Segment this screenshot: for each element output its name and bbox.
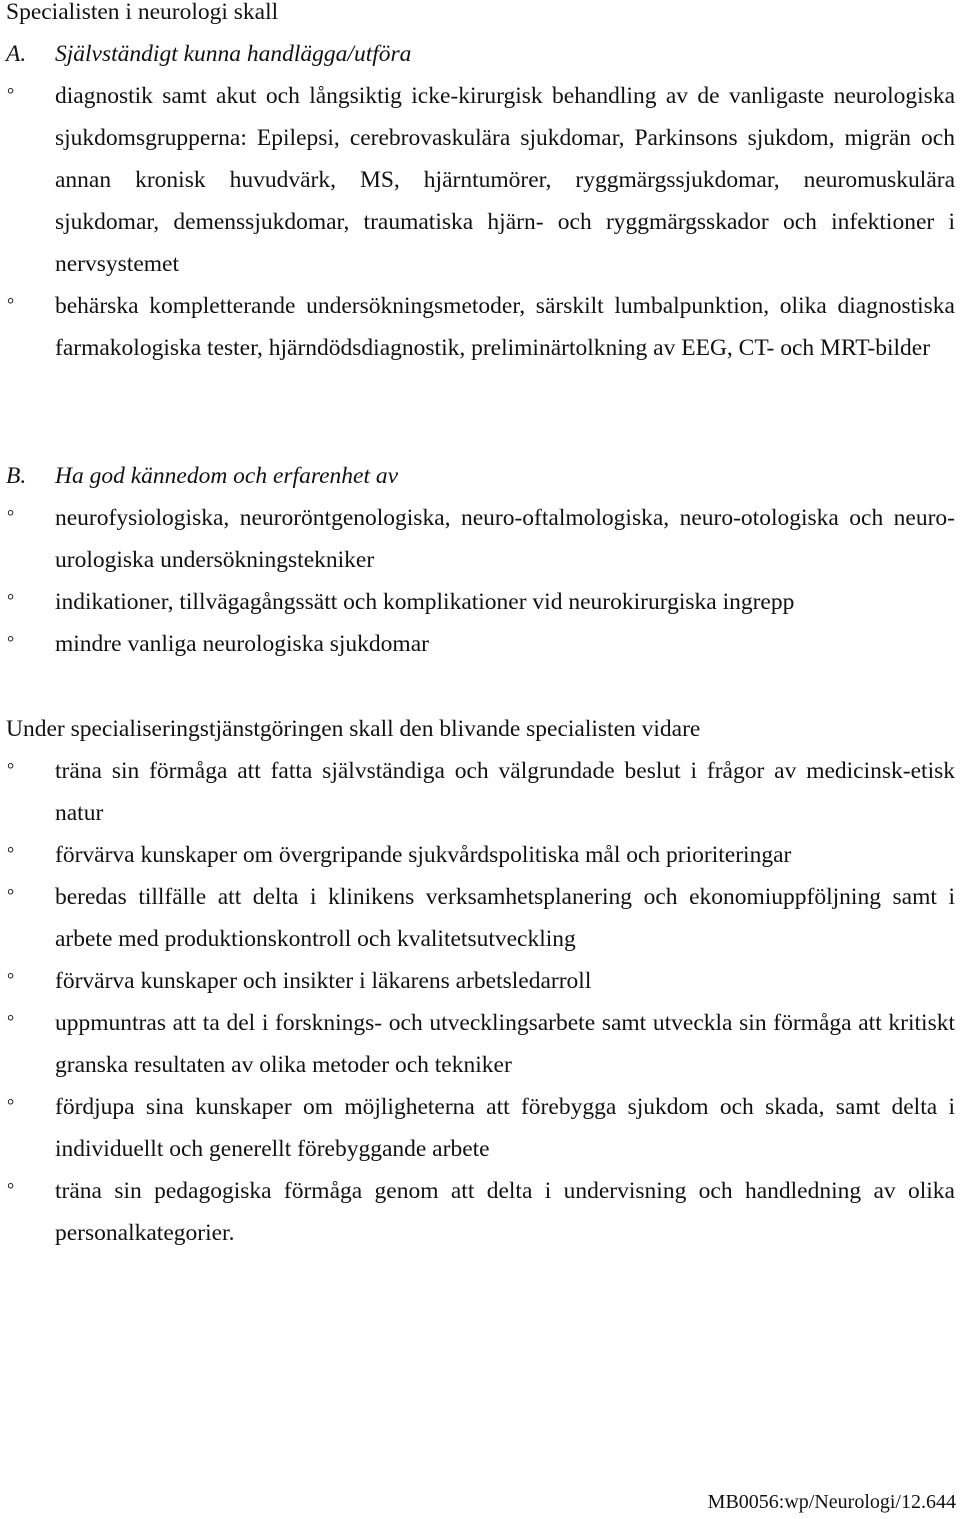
document-heading: Specialisten i neurologi skall [6, 0, 279, 25]
list-item [0, 750, 955, 834]
bullet-icon: ° [7, 759, 15, 779]
list-item [0, 75, 955, 285]
list-item-text: uppmuntras att ta del i forsknings- och utvecklingsarbete samt utveckla sin förmåga att kritiskt granska resultaten av olika metoder och tekniker [55, 1010, 955, 1078]
list-item [0, 497, 955, 581]
list-item-text: fördjupa sina kunskaper om möjligheterna att förebygga sjukdom och skada, samt delta i individuellt och generellt förebyggande arbete [55, 1094, 955, 1162]
bullet-icon: ° [7, 1179, 15, 1199]
list-item [0, 1086, 955, 1170]
list-item-text: behärska kompletterande undersökningsmetoder, särskilt lumbalpunktion, olika diagnostiska farmakologiska tester, hjärndödsdiagnostik, preliminärtolkning av EEG, CT- och MRT-bilder [55, 293, 955, 361]
list-item [0, 834, 955, 876]
list-item [0, 581, 955, 623]
bullet-icon: ° [7, 969, 15, 989]
bullet-icon: ° [7, 590, 15, 610]
document-footer-reference: MB0056:wp/Neurologi/12.644 [707, 1491, 956, 1513]
bullet-icon: ° [7, 84, 15, 104]
list-item [0, 1002, 955, 1086]
list-item-text: mindre vanliga neurologiska sjukdomar [55, 631, 429, 657]
section-a-title-text: Självständigt kunna handlägga/utföra [55, 41, 412, 67]
bullet-icon: ° [7, 843, 15, 863]
list-item-text: förvärva kunskaper om övergripande sjukvårdspolitiska mål och prioriteringar [55, 842, 792, 868]
bullet-icon: ° [7, 294, 15, 314]
bullet-icon: ° [7, 1011, 15, 1031]
list-item [0, 285, 955, 369]
list-item-text: beredas tillfälle att delta i klinikens verksamhetsplanering och ekonomiuppföljning samt i arbete med produktionskontroll och kvalitetsutveckling [55, 884, 955, 952]
section-a-letter: A. [6, 41, 27, 67]
list-item [0, 960, 955, 1002]
list-item-text: diagnostik samt akut och långsiktig icke-kirurgisk behandling av de vanligaste neurologiska sjukdomsgrupperna: Epilepsi, cerebrovaskulära sjukdomar, Parkinsons sjukdom, migrän och annan kronisk huvudvärk, MS, hjärntumörer, ryggmärgssjukdomar, neuromuskulära sjukdomar, demenssjukdomar, traumatiska hjärn- och ryggmärgsskador och infektioner i nervsystemet [55, 83, 955, 277]
list-item-text: träna sin förmåga att fatta självständiga och välgrundade beslut i frågor av medicinsk-etisk natur [55, 758, 955, 826]
bullet-icon: ° [7, 632, 15, 652]
list-item-text: neurofysiologiska, neuroröntgenologiska, neuro-oftalmologiska, neuro-otologiska och neuro-urologiska undersökningstekniker [55, 505, 955, 573]
list-item-text: träna sin pedagogiska förmåga genom att delta i undervisning och handledning av olika personalkategorier. [55, 1178, 955, 1246]
list-item [0, 876, 955, 960]
section-b-list [0, 497, 960, 665]
list-item [0, 1170, 955, 1254]
section-b-letter: B. [6, 463, 27, 489]
section-a-title [6, 33, 411, 75]
section-a-list [0, 75, 960, 369]
section-c-list [0, 750, 960, 1254]
list-item-text: förvärva kunskaper och insikter i läkarens arbetsledarroll [55, 968, 592, 994]
bullet-icon: ° [7, 1095, 15, 1115]
section-b-title-text: Ha god kännedom och erfarenhet av [55, 463, 399, 489]
bullet-icon: ° [7, 885, 15, 905]
section-b-title [6, 455, 398, 497]
list-item-text: indikationer, tillvägagångssätt och komplikationer vid neurokirurgiska ingrepp [55, 589, 795, 615]
list-item [0, 623, 955, 665]
bullet-icon: ° [7, 506, 15, 526]
section-c-intro: Under specialiseringstjänstgöringen skall den blivande specialisten vidare [6, 716, 701, 742]
